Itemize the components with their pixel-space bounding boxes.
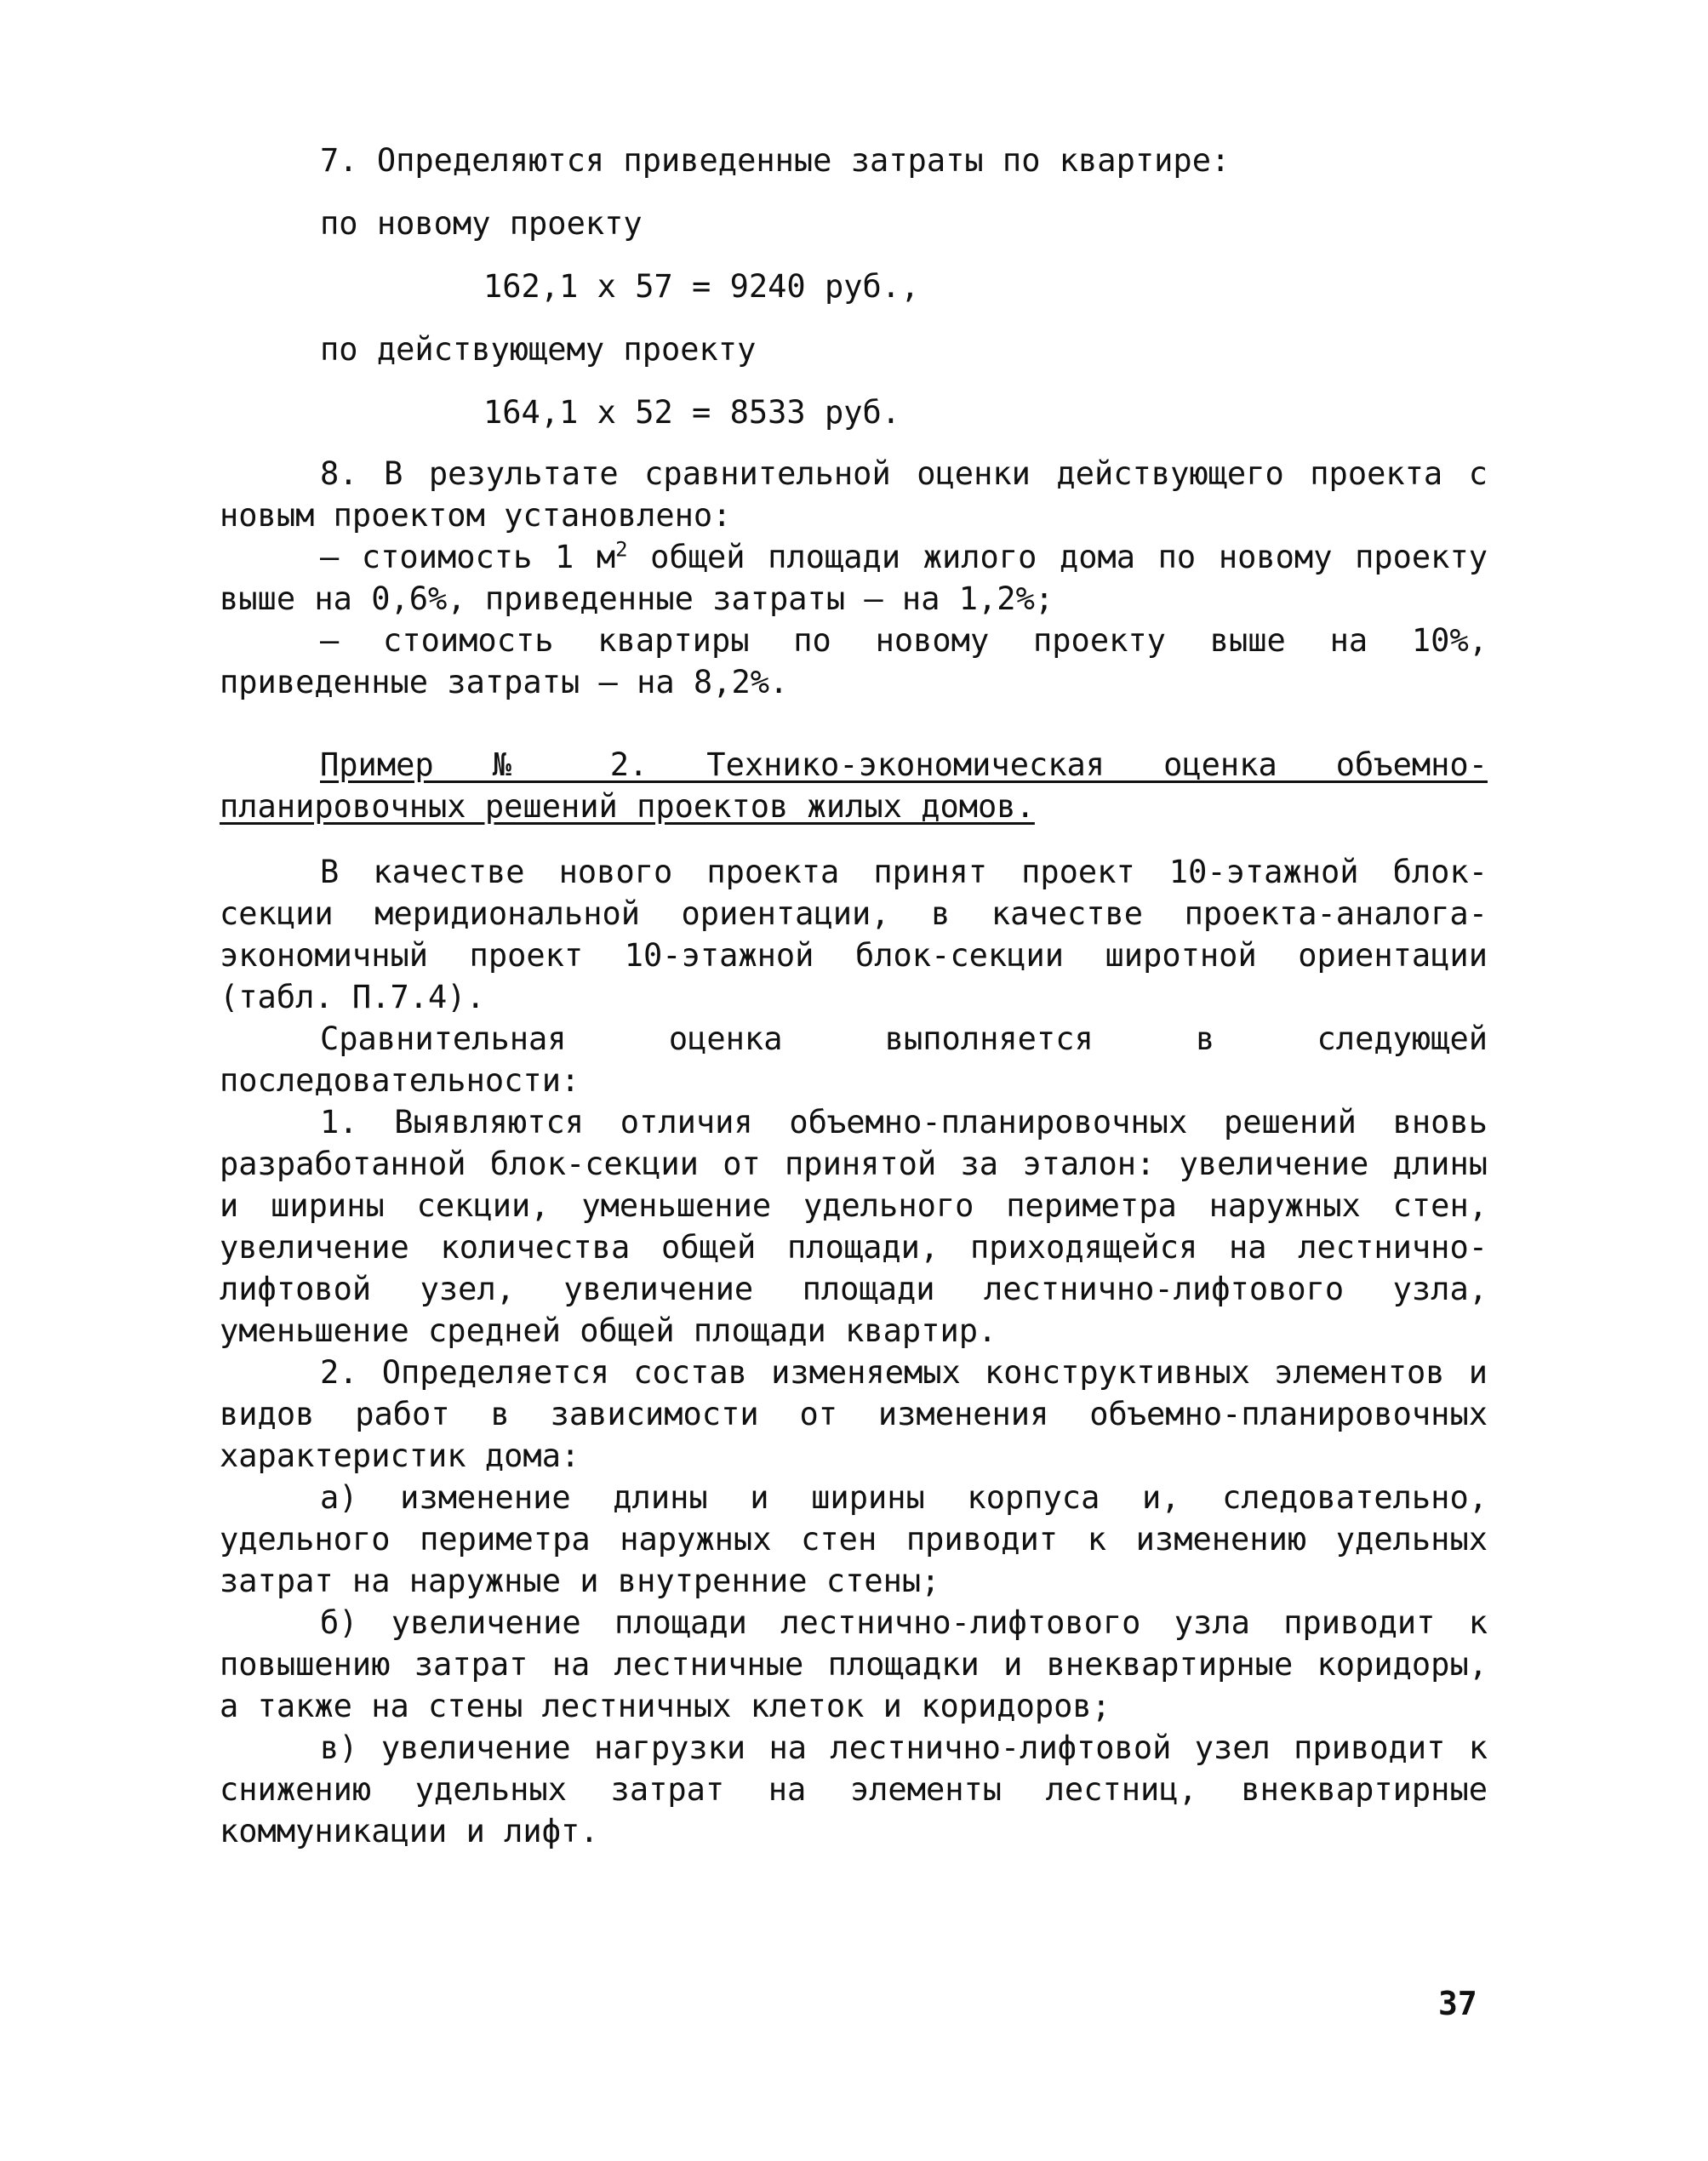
example2-heading	[220, 744, 1488, 827]
ex2-item1-text: 1. Выявляются отличия объемно-планировочных решений вновь разработанной блок-секции от принятой за эталон: увеличение длины и ширины секции, уменьшение удельного периметра наружных стен, увеличение количества общей площади, приходящейся на лестнично-лифтовой узел, увеличение площади лестнично-лифтового узла, уменьшение средней общей площади квартир.	[220, 1104, 1488, 1349]
ex2-p1-text: В качестве нового проекта принят проект 10-этажной блок-секции меридиональной ориентации, в качестве проекта-аналога-экономичный проект 10-этажной блок-секции широтной ориентации (табл. П.7.4).	[220, 854, 1488, 1015]
p8-item2-content: – стоимость квартиры по новому проекту выше на 10%, приведенные затраты – на 8,2%.	[220, 622, 1488, 700]
ex2-item2c	[220, 1727, 1488, 1852]
ex2-item2	[220, 1352, 1488, 1477]
ex2-item2b	[220, 1602, 1488, 1727]
p8-text-content: 8. В результате сравнительной оценки действующего проекта с новым проектом установлено:	[220, 455, 1488, 534]
p7-title: 7. Определяются приведенные затраты по квартире:	[320, 142, 1231, 179]
example2-heading-par	[220, 744, 1488, 827]
p8-item1-before: – стоимость 1 м	[320, 539, 616, 575]
ex2-p2	[220, 1018, 1488, 1101]
p8-item2	[220, 620, 1488, 703]
p8-item1	[220, 536, 1488, 620]
p7-new-formula: 162,1 x 57 = 9240 руб.,	[483, 268, 920, 305]
ex2-p1	[220, 851, 1488, 1018]
p7-current-label: по действующему проекту	[320, 331, 757, 368]
page-number: 37	[1438, 1985, 1477, 2022]
p8-text	[220, 453, 1488, 536]
ex2-item2a	[220, 1477, 1488, 1602]
ex2-item2a-text: а) изменение длины и ширины корпуса и, следовательно, удельного периметра наружных стен приводит к изменению удельных затрат на наружные и внутренние стены;	[220, 1479, 1488, 1599]
p7-new-label: по новому проекту	[320, 205, 643, 242]
example2-body	[220, 851, 1488, 1852]
ex2-item2b-text: б) увеличение площади лестнично-лифтового узла приводит к повышению затрат на лестничные площадки и внеквартирные коридоры, а также на стены лестничных клеток и коридоров;	[220, 1604, 1488, 1724]
p8-section	[220, 453, 1488, 703]
ex2-p2-text: Сравнительная оценка выполняется в следующей последовательности:	[220, 1020, 1488, 1099]
example2-heading-text: Пример № 2. Технико-экономическая оценка объемно-планировочных решений проектов жилых домов.	[220, 746, 1488, 825]
ex2-item1	[220, 1101, 1488, 1352]
ex2-item2c-text: в) увеличение нагрузки на лестнично-лифтовой узел приводит к снижению удельных затрат на элементы лестниц, внеквартирные коммуникации и лифт.	[220, 1729, 1488, 1849]
p8-item1-after: общей площади жилого дома по новому проекту выше на 0,6%, приведенные затраты – на 1,2%;	[220, 539, 1488, 617]
p7-current-formula: 164,1 x 52 = 8533 руб.	[483, 394, 901, 431]
ex2-item2-text: 2. Определяется состав изменяемых конструктивных элементов и видов работ в зависимости от изменения объемно-планировочных характеристик дома:	[220, 1354, 1488, 1474]
p8-item1-sup: 2	[615, 537, 628, 562]
